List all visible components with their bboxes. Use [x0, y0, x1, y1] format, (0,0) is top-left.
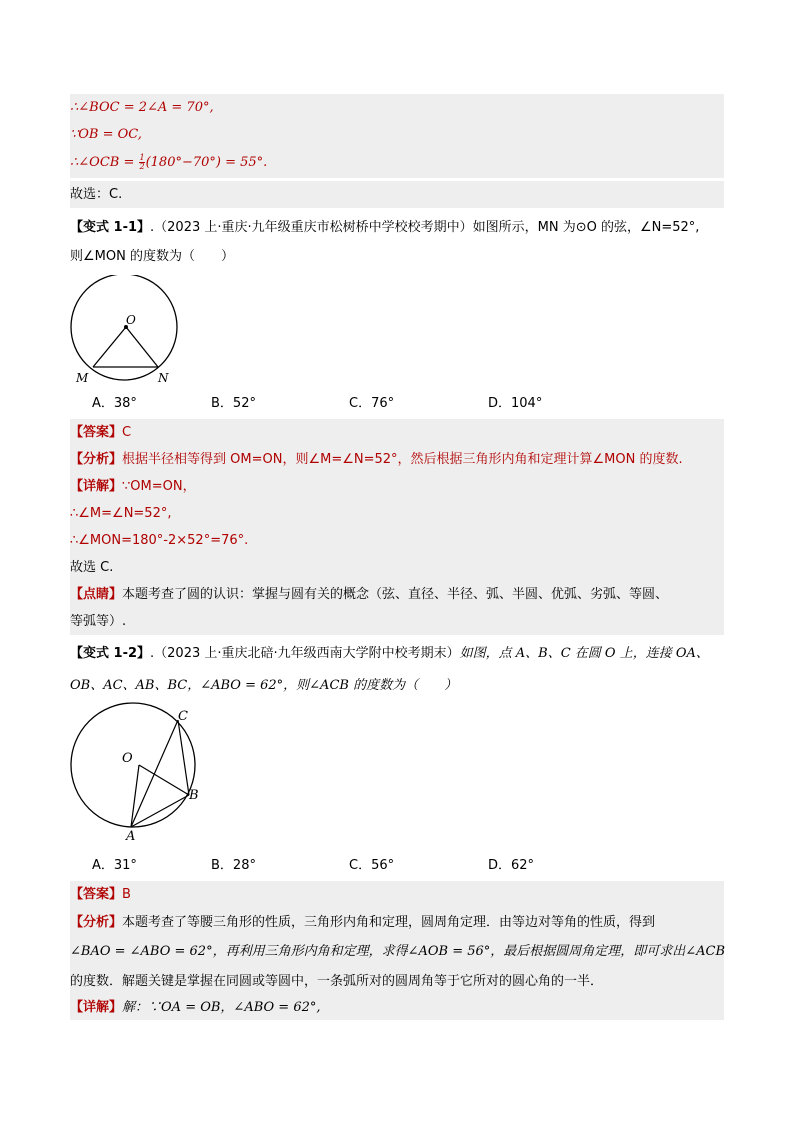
fraction-denominator: 2	[139, 162, 145, 171]
q1-detail-text-1: ∵OM=ON，	[122, 479, 196, 494]
q2-label-a: A	[126, 829, 136, 844]
q1-stem: 如图所示，MN 为⊙O 的弦，∠N=52°,	[472, 220, 700, 235]
q1-tag: 【变式 1-1】	[70, 220, 151, 235]
q1-radius-om	[93, 327, 126, 367]
solution-conclusion: 故选：C.	[70, 181, 724, 208]
q2-analysis-line-1	[70, 908, 724, 937]
q1-analysis	[70, 446, 724, 473]
q1-detail-line-1	[70, 473, 724, 500]
q1-source: .（2023 上·重庆·九年级重庆市松树桥中学校校考期中）	[150, 220, 473, 235]
q1-label-n: N	[158, 371, 169, 385]
q2-segment-bc	[178, 720, 189, 795]
q2-analysis-line-2: ∠BAO = ∠ABO = 62°，再利用三角形内角和定理，求得∠AOB = 56°，最后根据圆周角定理，即可求出∠ACB	[70, 937, 724, 967]
q1-stem-line-1	[70, 214, 724, 241]
q1-answer-tag: 【答案】	[70, 425, 123, 440]
q1-answer	[70, 419, 724, 446]
q1-analysis-text: 根据半径相等得到 OM=ON，则∠M=∠N=52°，然后根据三角形内角和定理计算∠MON 的度数.	[122, 452, 683, 467]
q2-answer-value: B	[122, 887, 131, 902]
q2-label-o: O	[122, 751, 133, 766]
q2-detail-text-1: 解：∵OA = OB，∠ABO = 62°,	[122, 1000, 321, 1015]
q2-analysis-line-3: 的度数．解题关键是掌握在同圆或等圆中，一条弧所对的圆周角等于它所对的圆心角的一半．	[70, 967, 724, 996]
q2-analysis-text-1: 本题考查了等腰三角形的性质，三角形内角和定理，圆周角定理．由等边对等角的性质，得到	[122, 915, 656, 930]
q2-stem-line-1	[70, 640, 724, 667]
q1-radius-on	[126, 327, 158, 367]
solution-line-3	[70, 148, 724, 178]
q2-option-b: B．28°	[211, 858, 256, 873]
q1-option-b: B．52°	[211, 396, 256, 411]
q1-option-a: A．38°	[92, 396, 137, 411]
q1-label-o: O	[126, 313, 136, 327]
q1-detail-line-3: ∴∠MON=180°-2×52°=76°.	[70, 527, 724, 554]
q1-answer-value: C	[122, 425, 132, 440]
q2-source: .（2023 上·重庆北碚·九年级西南大学附中校考期末）	[150, 646, 460, 661]
q2-label-b: B	[189, 788, 199, 803]
q2-answer-tag: 【答案】	[70, 887, 123, 902]
q1-comment-tag: 【点睛】	[70, 587, 123, 602]
solution-line-2: ∵OB = OC,	[70, 121, 724, 148]
solution-line-1: ∴∠BOC = 2∠A = 70°,	[70, 94, 724, 121]
q1-comment-line-2: 等弧等）.	[70, 608, 724, 635]
q1-stem-line-2: 则∠MON 的度数为（ ）	[70, 249, 234, 264]
q2-option-d: D．62°	[488, 858, 535, 873]
q2-label-c: C	[178, 709, 188, 724]
fraction	[139, 154, 144, 171]
q2-stem: 如图，点 A、B、C 在圆 O 上，连接 OA、	[459, 646, 709, 661]
q1-comment-text-1: 本题考查了圆的认识：掌握与圆有关的概念（弦、直径、半径、弧、半圆、优弧、劣弧、等圆、	[122, 587, 669, 602]
q2-tag: 【变式 1-2】	[70, 646, 151, 661]
fraction-numerator: 1	[139, 153, 145, 162]
q2-figure	[62, 702, 212, 844]
solution-line-3-prefix: ∴∠OCB =	[70, 155, 139, 170]
q2-answer	[70, 881, 724, 908]
q1-analysis-tag: 【分析】	[70, 452, 123, 467]
q1-detail-line-2: ∴∠M=∠N=52°,	[70, 500, 724, 527]
q2-segment-ab	[131, 795, 189, 827]
q1-label-m: M	[76, 371, 89, 385]
q1-figure	[66, 275, 186, 387]
solution-line-3-suffix: (180°−70°) = 55°.	[145, 155, 268, 170]
q2-stem-line-2: OB、AC、AB、BC，∠ABO = 62°，则∠ACB 的度数为（ ）	[70, 678, 458, 693]
q2-detail-tag: 【详解】	[70, 1000, 123, 1015]
q1-circle	[71, 275, 177, 380]
q2-option-c: C．56°	[349, 858, 395, 873]
q1-option-c: C．76°	[349, 396, 395, 411]
q2-option-a: A．31°	[92, 858, 137, 873]
q1-option-d: D．104°	[488, 396, 543, 411]
q1-detail-tag: 【详解】	[70, 479, 123, 494]
q1-detail-conclusion: 故选 C.	[70, 554, 724, 581]
q2-detail-line-1	[70, 996, 724, 1020]
q2-analysis-tag: 【分析】	[70, 915, 123, 930]
q1-comment-line-1	[70, 581, 724, 608]
